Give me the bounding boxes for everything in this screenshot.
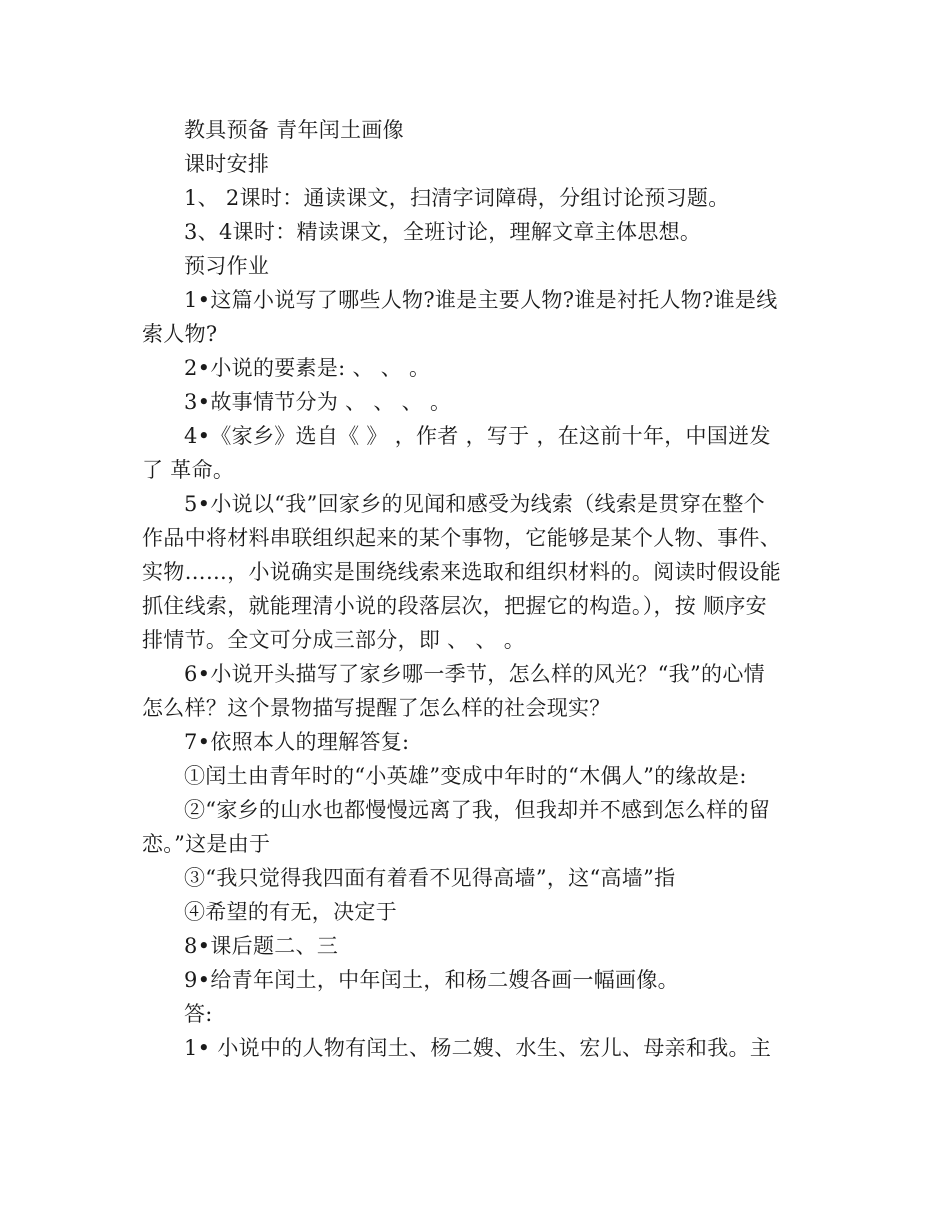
text-line: 预习作业 xyxy=(184,254,270,278)
text-line: 索人物? xyxy=(142,322,218,346)
text-line: 了 革命。 xyxy=(142,458,235,482)
text-line: 1•这篇小说写了哪些人物?谁是主要人物?谁是衬托人物?谁是线 xyxy=(184,288,778,312)
text-line: 1• 小说中的人物有闰土、杨二嫂、水生、宏儿、母亲和我。主 xyxy=(184,1036,772,1060)
text-line: 7•依照本人的理解答复: xyxy=(184,730,410,754)
text-line: 3、4课时：精读课文，全班讨论，理解文章主体思想。 xyxy=(184,220,702,244)
text-line: 实物……，小说确实是围绕线索来选取和组织材料的。阅读时假设能 xyxy=(142,560,781,584)
text-line: 2•小说的要素是: 、 、 。 xyxy=(184,356,431,380)
text-line: 怎么样？这个景物描写提醒了怎么样的社会现实？ xyxy=(142,696,611,720)
text-line: 1、 2课时：通读课文，扫清字词障碍，分组讨论预习题。 xyxy=(184,186,730,210)
text-line: 9•给青年闰土，中年闰土，和杨二嫂各画一幅画像。 xyxy=(184,968,679,992)
text-line: ④希望的有无，决定于 xyxy=(184,900,397,924)
text-line: 排情节。全文可分成三部分，即 、 、 。 xyxy=(142,628,526,652)
text-line: 5•小说以“我”回家乡的见闻和感受为线索（线索是贯穿在整个 xyxy=(184,492,765,516)
text-line: 抓住线索，就能理清小说的段落层次，把握它的构造。），按 顺序安 xyxy=(142,594,767,618)
document-body xyxy=(142,113,814,1065)
text-line: ①闰土由青年时的“小英雄”变成中年时的“木偶人”的缘故是: xyxy=(184,764,747,788)
text-line: 答: xyxy=(184,1002,213,1026)
text-line: 3•故事情节分为 、 、 、 。 xyxy=(184,390,452,414)
text-line: 课时安排 xyxy=(184,152,270,176)
text-line: 恋。”这是由于 xyxy=(142,832,271,856)
text-line: ②“家乡的山水也都慢慢远离了我，但我却并不感到怎么样的留 xyxy=(184,798,771,822)
text-line: 4•《家乡》选自《 》 ，作者 ，写于 ，在这前十年，中国迸发 xyxy=(184,424,771,448)
text-line: 教具预备 青年闰土画像 xyxy=(184,118,404,142)
text-line: 作品中将材料串联组织起来的某个事物，它能够是某个人物、事件、 xyxy=(142,526,781,550)
text-line: ③“我只觉得我四面有着看不见得高墙”，这“高墙”指 xyxy=(184,866,676,890)
text-line: 8•课后题二、三 xyxy=(184,934,339,958)
text-line: 6•小说开头描写了家乡哪一季节，怎么样的风光？“我”的心情 xyxy=(184,662,765,686)
